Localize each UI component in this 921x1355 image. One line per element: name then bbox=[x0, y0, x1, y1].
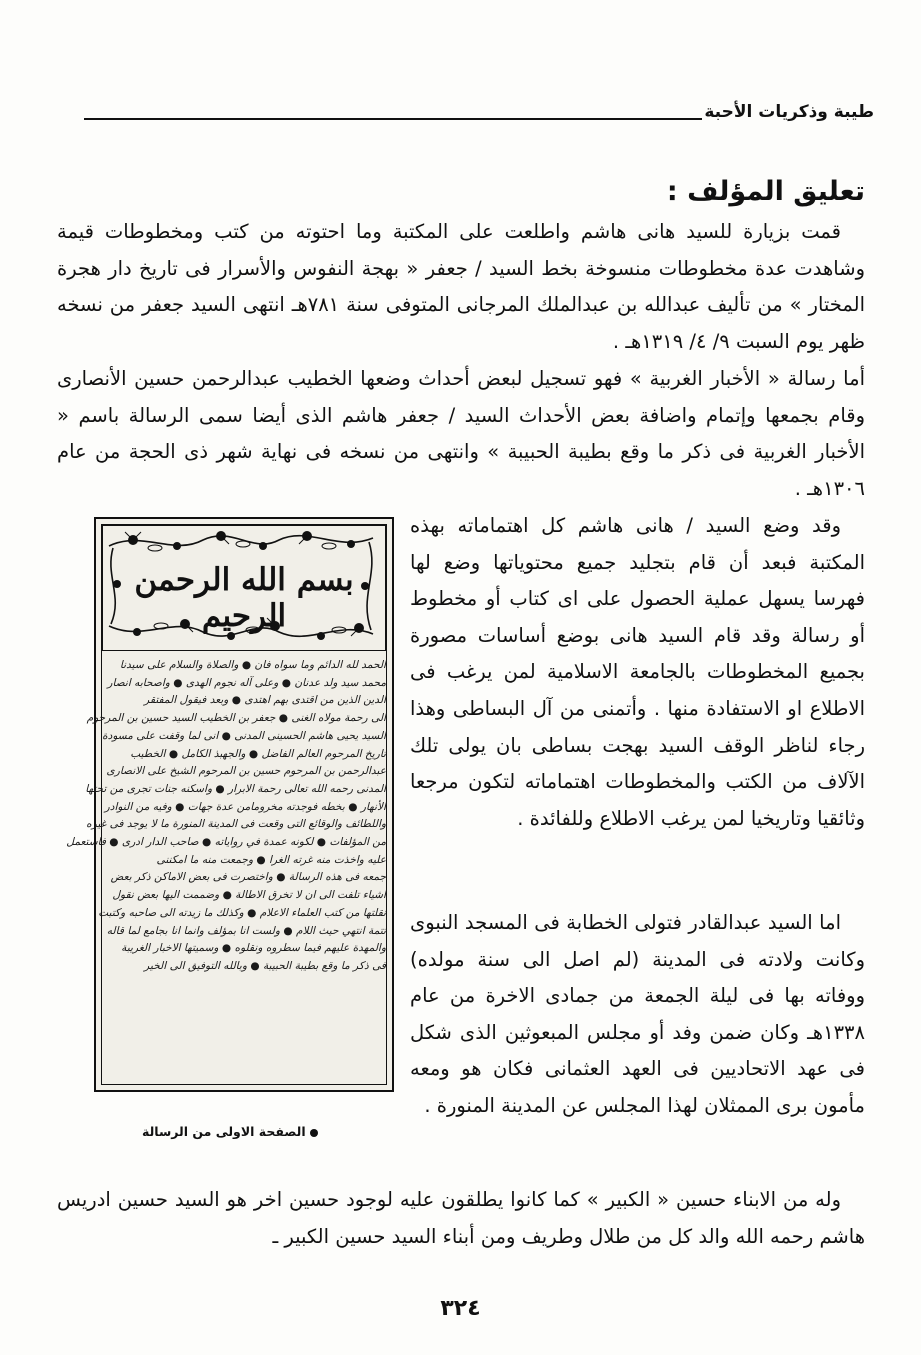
manuscript-line: من المؤلفات ● لكونه عمدة في رواياته ● صاحب الدار ادرى ● فاستعمل bbox=[66, 836, 386, 849]
manuscript-line: عليه واخذت منه غرته الغرا ● وجمعت منه ما امكننى bbox=[156, 853, 386, 866]
paragraph-text: وله من الابناء حسين « الكبير » كما كانوا يطلقون عليه لوجود حسين اخر هو السيد حسين ادريس هاشم رحمه الله والد كل من طلال وطريف ومن أبناء السيد حسين الكبير ـ bbox=[57, 1188, 865, 1248]
manuscript-line: الى رحمة مولاه الغنى ● جعفر بن الخطيب السيد حسين بن المرحوم bbox=[86, 712, 386, 725]
manuscript-text bbox=[66, 657, 386, 1084]
section-title: تعليق المؤلف : bbox=[666, 176, 865, 207]
manuscript-line: تاريخ المرحوم العالم الفاضل ● والجهبذ الكامل ● الخطيب bbox=[130, 747, 386, 760]
paragraph-text: قمت بزيارة للسيد هانى هاشم واطلعت على المكتبة وما احتوته من كتب ومخطوطات قيمة وشاهدت عدة مخطوطات منسوخة بخط السيد / جعفر « بهجة النفوس والأسرار فى تاريخ دار هجرة المختار » من تأليف عبدالله بن عبدالملك المرجانى المتوفى سنة ٧٨١هـ انتهى السيد جعفر من نسخه ظهر يوم السبت ٩/ ٤/ ١٣١٩هـ . bbox=[57, 220, 865, 353]
bullet-icon bbox=[310, 1129, 318, 1137]
page-number: ٣٢٤ bbox=[440, 1296, 481, 1321]
manuscript-line: عبدالرحمن بن المرحوم حسين بن المرحوم الشيخ على الانصارى bbox=[106, 765, 386, 778]
paragraph-risala bbox=[57, 361, 865, 507]
manuscript-line: محمد سيد ولد عدنان ● وعلى آله نجوم الهدى ● واصحابه انصار bbox=[107, 676, 386, 689]
manuscript-line: نقلتها من كتب العلماء الاعلام ● وكذلك ما زيدته الى صاحبه وكتبت bbox=[98, 906, 386, 919]
running-header bbox=[84, 102, 874, 126]
manuscript-line: اشياء تلفت الى ان لا تخرق الاطالة ● وضممت اليها بعض نقول bbox=[112, 889, 386, 902]
caption-text: الصفحة الاولى من الرسالة bbox=[142, 1124, 306, 1139]
header-rule bbox=[84, 118, 702, 120]
floral-ornament bbox=[102, 525, 386, 651]
paragraph-text: وقد وضع السيد / هانى هاشم كل اهتماماته بهذه المكتبة فبعد أن قام بتجليد جميع محتوياتها وضع لها فهرسا يسهل عملية الحصول على اى كتاب أو مخطوط أو رسالة وقد قام السيد هانى بوضع أساسات مصورة بجميع المخطوطات بالجامعة الاسلامية لمن يرغب فى الاطلاع او الاستفادة منها . وأتمنى من آل البساطى وهذا رجاء لناظر الوقف السيد بهجت بساطى بان يولى تلك الآلاف من الكتب والمخطوطات اهتماماته لتكون مرجعا وثائقيا وتاريخيا لمن يرغب الاطلاع وللفائدة . bbox=[410, 514, 865, 830]
paragraph-sons bbox=[57, 1182, 865, 1255]
running-title: طيبة وذكريات الأحبة bbox=[704, 102, 874, 122]
paragraph-library bbox=[410, 508, 865, 837]
paragraph-abdulqadir bbox=[410, 905, 865, 1125]
manuscript-line: الدين الذين من اقتدى بهم اهتدى ● وبعد فيقول المفتقر bbox=[144, 694, 386, 707]
paragraph-text: اما السيد عبدالقادر فتولى الخطابة فى المسجد النبوى وكانت ولادته فى المدينة (لم اصل الى سنة مولده) ووفاته بها فى ليلة الجمعة من جمادى الاخرة من عام ١٣٣٨هـ وكان ضمن وفد أو مجلس المبعوثين الذى شكل فى عهد الاتحاديين فى العهد العثمانى فكان هو ومعه مأمون برى الممثلان لهذا المجلس عن المدينة المنورة . bbox=[410, 911, 865, 1117]
manuscript-image bbox=[66, 517, 394, 1092]
manuscript-line: جمعه فى هذه الرسالة ● واختصرت فى بعض الاماكن ذكر بعض bbox=[110, 871, 386, 884]
manuscript-line: تتمة انتهي حيث اللام ● ولست انا بمؤلف وانما انا بجامع لما قاله bbox=[106, 924, 386, 937]
manuscript-line: والمهدة عليهم فيما سطروه ونقلوه ● وسميتها الاخبار الغريبة bbox=[121, 942, 386, 955]
manuscript-line: المدنى رحمه الله تعالى رحمة الابرار ● واسكنه جنات تجرى من تحتها bbox=[85, 782, 386, 795]
manuscript-line: فى ذكر ما وقع بطيبة الحبيبة ● وبالله التوفيق الى الخير bbox=[144, 959, 386, 972]
manuscript-line: الأنهار ● بخطه فوجدته مخرومامن عدة جهات ● وفيه من النوادر bbox=[104, 800, 386, 813]
manuscript-line: واللطائف والوقائع التى وقعت فى المدينة المنورة ما لا يوجد فى غيره bbox=[86, 818, 386, 831]
manuscript-line: الحمد لله الدائم وما سواه فان ● والصلاة والسلام على سيدنا bbox=[119, 659, 386, 671]
manuscript-line: السيد يحيى هاشم الحسينى المدنى ● انى لما وقفت على مسودة bbox=[102, 729, 386, 742]
figure-caption bbox=[142, 1124, 318, 1139]
paragraph-text: أما رسالة « الأخبار الغربية » فهو تسجيل لبعض أحداث وضعها الخطيب عبدالرحمن حسين الأنصارى وقام بجمعها وإتمام واضافة بعض الأحداث السيد / جعفر هاشم الذى أيضا سمى الرسالة باسم « الأخبار الغربية فى ذكر ما وقع بطيبة الحبيبة » وانتهى من نسخه فى نهاية شهر ذى الحجة من عام ١٣٠٦هـ . bbox=[57, 367, 865, 500]
paragraph-visit bbox=[57, 214, 865, 360]
basmala-calligraphy: بسم الله الرحمن الرحيم bbox=[134, 562, 354, 634]
